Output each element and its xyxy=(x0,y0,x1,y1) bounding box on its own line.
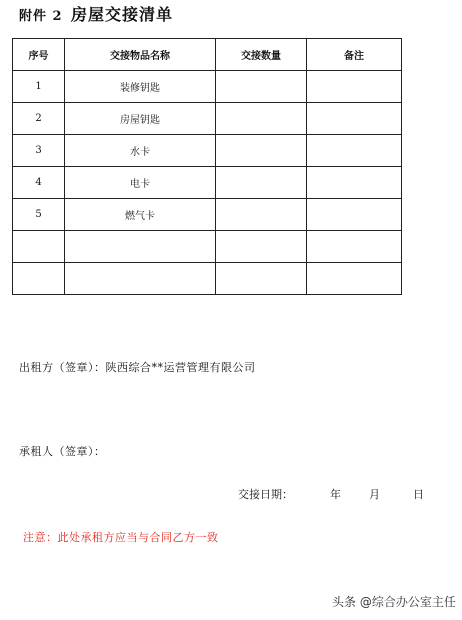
cell-quantity xyxy=(216,199,307,231)
year-blank xyxy=(293,486,330,502)
table-row xyxy=(13,103,402,135)
cell-item-name xyxy=(65,263,216,295)
cell-item-name: 燃气卡 xyxy=(65,199,216,231)
cell-remarks xyxy=(307,263,402,295)
cell-quantity xyxy=(216,71,307,103)
table-row xyxy=(13,231,402,263)
column-header-remarks: 备注 xyxy=(307,39,402,71)
cell-index: 2 xyxy=(13,103,65,135)
attention-note: 注意：此处承租方应当与合同乙方一致 xyxy=(23,531,219,544)
table-row xyxy=(13,199,402,231)
cell-index: 1 xyxy=(13,71,65,103)
table-row xyxy=(13,135,402,167)
cell-quantity xyxy=(216,135,307,167)
lessor-signature-line: 出租方（签章）：陕西综合**运营管理有限公司 xyxy=(19,361,256,374)
cell-quantity xyxy=(216,167,307,199)
column-header-index: 序号 xyxy=(13,39,65,71)
cell-quantity xyxy=(216,231,307,263)
attachment-label: 附件 2 xyxy=(19,9,63,24)
cell-item-name: 房屋钥匙 xyxy=(65,103,216,135)
table-header-row xyxy=(13,39,402,71)
cell-index xyxy=(13,263,65,295)
handover-table xyxy=(12,38,402,295)
document-title: 房屋交接清单 xyxy=(71,5,174,24)
day-blank xyxy=(380,486,413,502)
cell-item-name xyxy=(65,231,216,263)
table-row xyxy=(13,71,402,103)
cell-remarks xyxy=(307,103,402,135)
lessee-signature-line: 承租人（签章）： xyxy=(19,445,106,458)
cell-index: 5 xyxy=(13,199,65,231)
cell-quantity xyxy=(216,263,307,295)
handover-date-label: 交接日期： xyxy=(238,488,293,501)
day-label: 日 xyxy=(413,488,424,501)
cell-quantity xyxy=(216,103,307,135)
column-header-quantity: 交接数量 xyxy=(216,39,307,71)
cell-remarks xyxy=(307,199,402,231)
document-header xyxy=(19,2,173,22)
year-label: 年 xyxy=(330,488,341,501)
cell-item-name: 电卡 xyxy=(65,167,216,199)
cell-item-name: 水卡 xyxy=(65,135,216,167)
column-header-item-name: 交接物品名称 xyxy=(65,39,216,71)
cell-remarks xyxy=(307,71,402,103)
cell-index xyxy=(13,231,65,263)
month-label: 月 xyxy=(369,488,380,501)
month-blank xyxy=(341,486,369,502)
cell-remarks xyxy=(307,167,402,199)
watermark: 头条 @综合办公室主任 xyxy=(332,595,456,609)
table-row xyxy=(13,263,402,295)
cell-remarks xyxy=(307,231,402,263)
cell-index: 4 xyxy=(13,167,65,199)
table-row xyxy=(13,167,402,199)
cell-item-name: 装修钥匙 xyxy=(65,71,216,103)
cell-remarks xyxy=(307,135,402,167)
cell-index: 3 xyxy=(13,135,65,167)
handover-date-line xyxy=(238,486,424,502)
